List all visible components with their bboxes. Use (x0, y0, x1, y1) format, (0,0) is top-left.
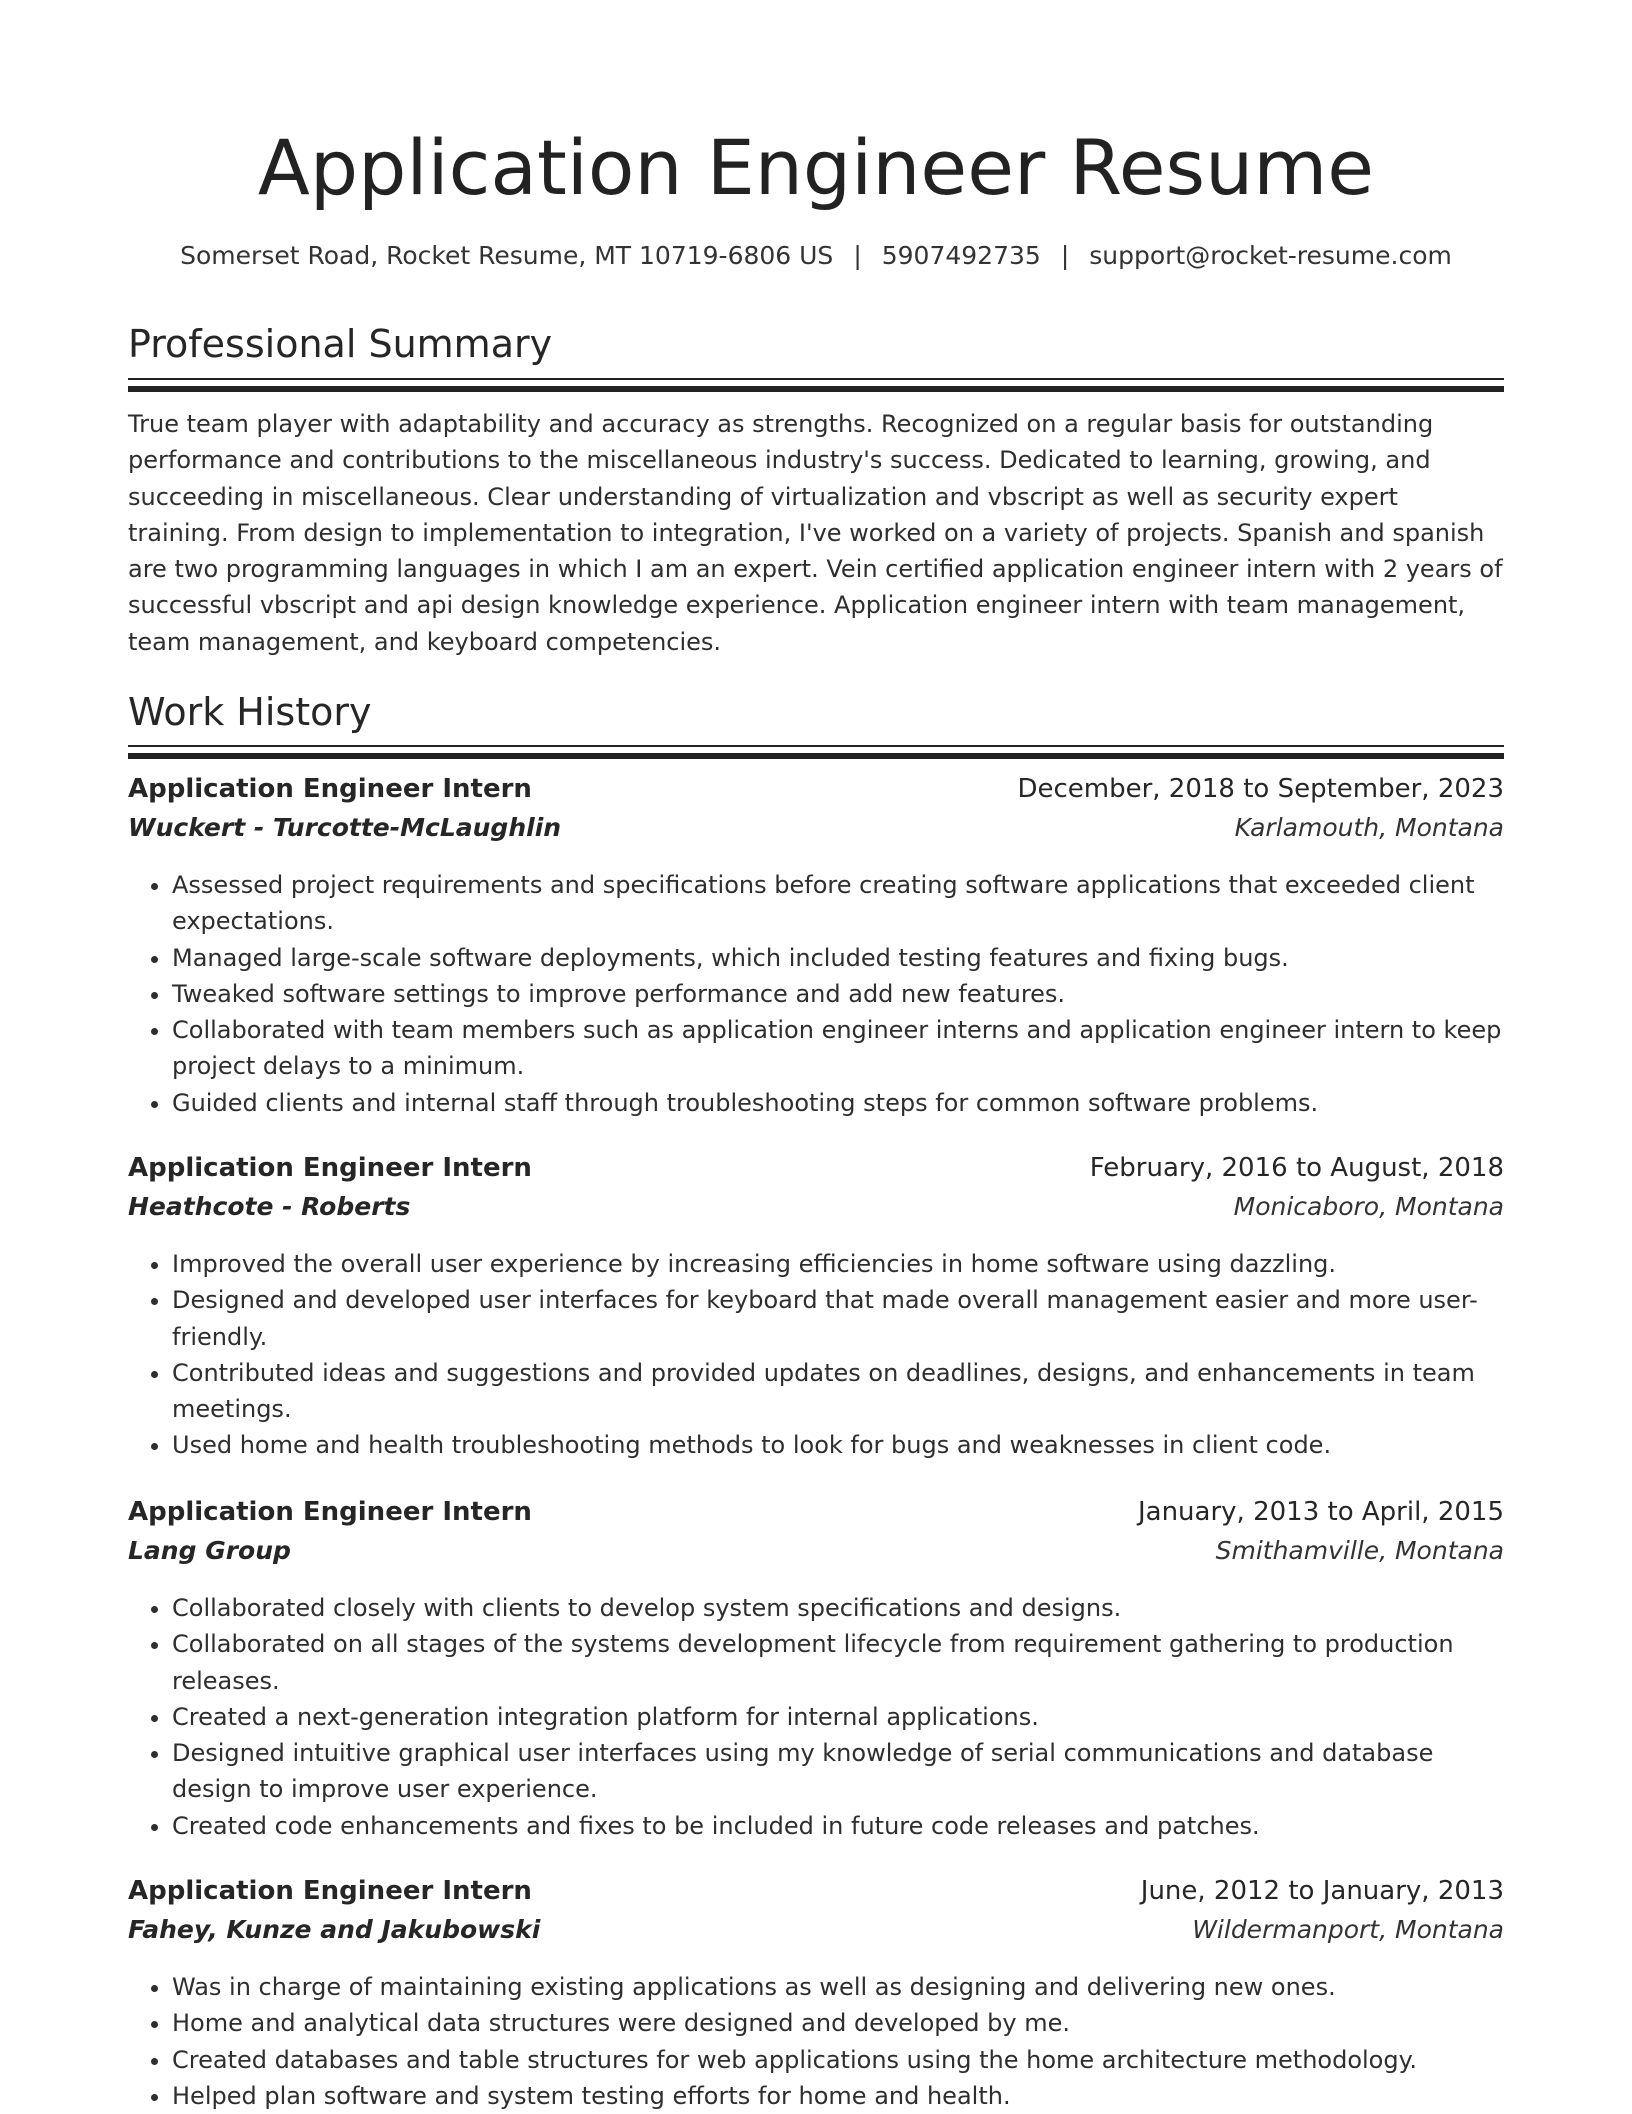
job-header-row (128, 774, 1504, 813)
job-bullet: • Assessed project requirements and specifications before creating software applications that exceeded client expectations. (172, 867, 1504, 940)
section-heading-work-history: Work History (128, 690, 372, 734)
job-location: Karlamouth, Montana (1234, 813, 1504, 842)
job-title: Application Engineer Intern (128, 1876, 532, 1906)
job-bullet: • Home and analytical data structures were designed and developed by me. (172, 2005, 1504, 2041)
job-title: Application Engineer Intern (128, 1153, 532, 1183)
job-bullet: • Collaborated closely with clients to develop system specifications and designs. (172, 1590, 1504, 1626)
job-company-row (128, 1192, 1504, 1231)
job-bullet: • Created code enhancements and fixes to be included in future code releases and patches. (172, 1808, 1504, 1844)
contact-address: Somerset Road, Rocket Resume, MT 10719-6806 US (180, 241, 834, 270)
job-bullet: • Designed and developed user interfaces for keyboard that made overall management easier and more user-friendly. (172, 1282, 1504, 1355)
job-bullet: • Designed intuitive graphical user interfaces using my knowledge of serial communications and database design to improve user experience. (172, 1735, 1504, 1808)
job-company-row (128, 1536, 1504, 1575)
job-bullets (128, 867, 1504, 1121)
job-bullets (128, 1969, 1504, 2114)
job-bullet: • Collaborated on all stages of the systems development lifecycle from requirement gathering to production releases. (172, 1626, 1504, 1699)
job-company: Fahey, Kunze and Jakubowski (128, 1915, 541, 1944)
job-title: Application Engineer Intern (128, 774, 532, 804)
job-header-row (128, 1876, 1504, 1915)
job-company: Heathcote - Roberts (128, 1192, 411, 1221)
job-dates: January, 2013 to April, 2015 (1137, 1497, 1504, 1527)
job-company-row (128, 813, 1504, 852)
job-company: Lang Group (128, 1536, 291, 1565)
job-dates: June, 2012 to January, 2013 (1140, 1876, 1504, 1906)
summary-text: True team player with adaptability and accuracy as strengths. Recognized on a regular basis for outstanding performance and contributions to the miscellaneous industry's success. Dedicated to learning, growing, and succeeding in miscellaneous. Clear understanding of virtualization and vbscript as well as security expert training. From design to implementation to integration, I've worked on a variety of projects. Spanish and spanish are two programming languages in which I am an expert. Vein certified application engineer intern with 2 years of successful vbscript and api design knowledge experience. Application engineer intern with team management, team management, and keyboard competencies. (128, 410, 1503, 656)
job-bullets (128, 1590, 1504, 1844)
job-bullet: • Helped plan software and system testing efforts for home and health. (172, 2078, 1504, 2114)
section-heading-summary: Professional Summary (128, 322, 553, 366)
job-location: Wildermanport, Montana (1192, 1915, 1504, 1944)
job-bullet: • Collaborated with team members such as application engineer interns and application engineer intern to keep project delays to a minimum. (172, 1012, 1504, 1085)
contact-email[interactable]: support@rocket-resume.com (1089, 241, 1452, 270)
job-bullet: • Guided clients and internal staff through troubleshooting steps for common software problems. (172, 1085, 1504, 1121)
job-bullet: • Managed large-scale software deployments, which included testing features and fixing bugs. (172, 940, 1504, 976)
job-bullet: • Created a next-generation integration platform for internal applications. (172, 1699, 1504, 1735)
job-company-row (128, 1915, 1504, 1954)
job-bullet: • Tweaked software settings to improve performance and add new features. (172, 976, 1504, 1012)
job-bullet: • Was in charge of maintaining existing applications as well as designing and delivering new ones. (172, 1969, 1504, 2005)
job-bullet: • Created databases and table structures for web applications using the home architecture methodology. (172, 2042, 1504, 2078)
contact-phone[interactable]: 5907492735 (881, 241, 1041, 270)
contact-separator: | (1060, 241, 1070, 270)
job-entry (128, 1497, 1504, 1844)
job-location: Smithamville, Montana (1215, 1536, 1504, 1565)
job-dates: February, 2016 to August, 2018 (1089, 1153, 1504, 1183)
job-title: Application Engineer Intern (128, 1497, 532, 1527)
job-bullet: • Contributed ideas and suggestions and provided updates on deadlines, designs, and enhancements in team meetings. (172, 1355, 1504, 1428)
job-dates: December, 2018 to September, 2023 (1017, 774, 1504, 804)
job-bullet: • Used home and health troubleshooting methods to look for bugs and weaknesses in client code. (172, 1427, 1504, 1463)
resume-title: Application Engineer Resume (257, 123, 1375, 212)
job-entry (128, 774, 1504, 1121)
section-divider (128, 745, 1504, 759)
job-bullets (128, 1246, 1504, 1464)
job-bullet: • Improved the overall user experience by increasing efficiencies in home software using dazzling. (172, 1246, 1504, 1282)
contact-line (128, 238, 1504, 274)
job-entry (128, 1876, 1504, 2114)
contact-separator: | (853, 241, 862, 270)
section-divider (128, 378, 1504, 392)
job-header-row (128, 1497, 1504, 1536)
job-location: Monicaboro, Montana (1233, 1192, 1504, 1221)
job-company: Wuckert - Turcotte-McLaughlin (128, 813, 562, 842)
job-entry (128, 1153, 1504, 1464)
job-header-row (128, 1153, 1504, 1192)
